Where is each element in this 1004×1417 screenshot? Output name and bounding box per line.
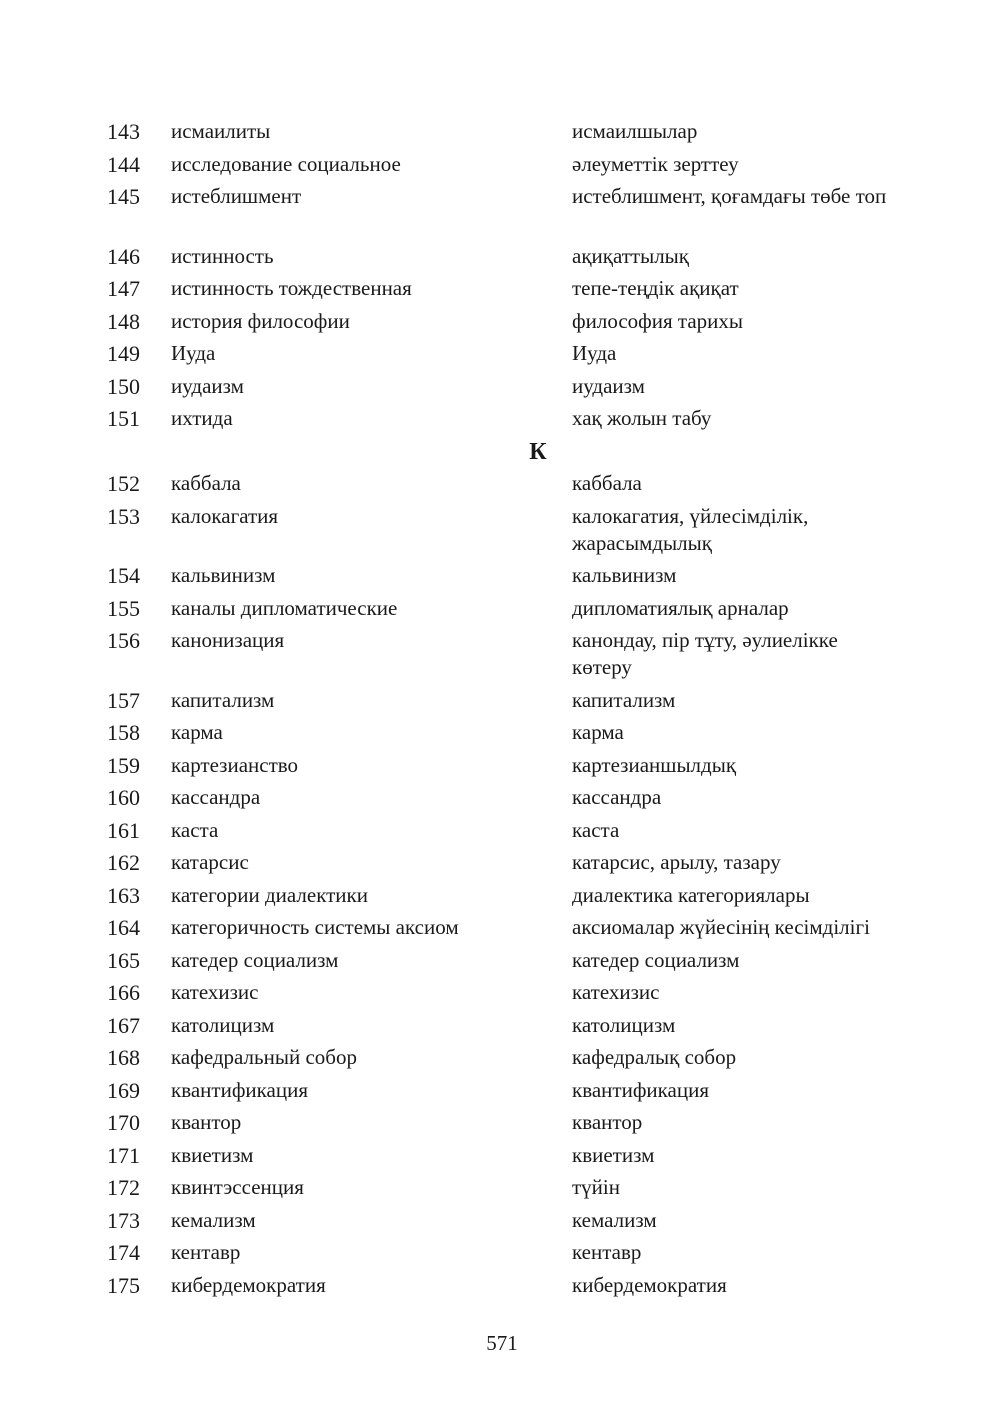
russian-term: истинность (171, 243, 274, 268)
russian-term: католицизм (171, 1012, 275, 1037)
kazakh-translation: хақ жолын табу (572, 406, 712, 430)
glossary-entry (0, 241, 1004, 274)
entry-number: 149 (107, 341, 140, 366)
kazakh-translation: каста (572, 817, 620, 842)
entry-number: 173 (107, 1207, 140, 1233)
russian-term: карма (171, 720, 223, 744)
russian-term: кемализм (171, 1207, 256, 1232)
russian-term: истинность тождественная (171, 276, 412, 300)
entry-number: 167 (107, 1012, 140, 1038)
glossary-entry (0, 593, 1004, 626)
glossary-entry (0, 501, 1004, 561)
glossary-entry (0, 945, 1004, 978)
kazakh-translation: кибердемократия (572, 1272, 727, 1297)
russian-term: катедер социализм (171, 947, 339, 972)
kazakh-translation: диалектика категориялары (572, 882, 810, 907)
entry-number: 174 (107, 1240, 140, 1265)
russian-term: кальвинизм (171, 563, 276, 587)
kazakh-translation: түйін (572, 1175, 620, 1199)
glossary-entry (0, 1010, 1004, 1043)
kazakh-translation: католицизм (572, 1012, 676, 1037)
entry-number: 153 (107, 503, 140, 529)
russian-term: Иуда (171, 341, 216, 365)
glossary-entry (0, 1075, 1004, 1108)
kazakh-translation: катехизис (572, 980, 660, 1004)
glossary-entry (0, 1205, 1004, 1238)
russian-term: кибердемократия (171, 1272, 326, 1297)
kazakh-translation: катедер социализм (572, 947, 740, 972)
kazakh-translation: кальвинизм (572, 563, 677, 587)
glossary-entry (0, 1270, 1004, 1303)
entry-number: 162 (107, 850, 140, 875)
glossary-entry (0, 815, 1004, 848)
russian-term: катехизис (171, 980, 259, 1004)
glossary-entry (0, 685, 1004, 718)
kazakh-translation: квантификация (572, 1077, 710, 1102)
russian-term: категоричность системы аксиом (171, 915, 459, 939)
entry-number: 165 (107, 947, 140, 973)
kazakh-translation: ақиқаттылық (572, 243, 689, 268)
kazakh-translation: карма (572, 720, 624, 744)
entry-number: 168 (107, 1045, 140, 1070)
glossary-entry (0, 306, 1004, 339)
entry-number: 148 (107, 308, 140, 334)
kazakh-translation: кентавр (572, 1240, 642, 1264)
entry-number: 144 (107, 151, 140, 177)
glossary-entry (0, 977, 1004, 1010)
entry-number: 147 (107, 276, 140, 301)
entry-number: 171 (107, 1142, 140, 1168)
russian-term: капитализм (171, 687, 275, 712)
glossary-entry (0, 912, 1004, 945)
kazakh-translation: кемализм (572, 1207, 657, 1232)
entry-number: 159 (107, 752, 140, 778)
russian-term: иудаизм (171, 373, 244, 398)
kazakh-translation: калокагатия, үйлесімділік, жарасымдылық (572, 503, 809, 555)
kazakh-translation: аксиомалар жүйесінің кесімділігі (572, 915, 870, 939)
glossary-entry (0, 1172, 1004, 1205)
russian-term: квинтэссенция (171, 1175, 304, 1199)
russian-term: каста (171, 817, 219, 842)
entry-number: 158 (107, 720, 140, 745)
kazakh-translation: кафедралық собор (572, 1045, 737, 1069)
entry-number: 143 (107, 119, 140, 144)
glossary-entry (0, 149, 1004, 182)
russian-term: кентавр (171, 1240, 241, 1264)
entry-number: 156 (107, 628, 140, 653)
glossary-entry (0, 880, 1004, 913)
glossary-entry (0, 468, 1004, 501)
entry-number: 161 (107, 817, 140, 843)
page-number: 571 (486, 1331, 518, 1355)
kazakh-translation: картезианшылдық (572, 752, 737, 777)
kazakh-translation: квиетизм (572, 1142, 655, 1167)
glossary-entry (0, 403, 1004, 436)
kazakh-translation: канондау, пір тұту, әулиелікке көтеру (572, 628, 838, 679)
russian-term: кафедральный собор (171, 1045, 357, 1069)
russian-term: исмаилиты (171, 119, 271, 143)
russian-term: кассандра (171, 785, 261, 809)
glossary-entry (0, 116, 1004, 149)
kazakh-translation: кассандра (572, 785, 662, 809)
entry-number: 145 (107, 184, 140, 209)
section-letter-heading: К (529, 438, 547, 465)
glossary-entry (0, 717, 1004, 750)
entry-number: 170 (107, 1110, 140, 1135)
entry-number: 150 (107, 373, 140, 399)
glossary-entry (0, 273, 1004, 306)
entry-number: 163 (107, 882, 140, 908)
russian-term: каналы дипломатические (171, 595, 398, 620)
russian-term: картезианство (171, 752, 299, 777)
kazakh-translation: тепе-теңдік ақиқат (572, 276, 739, 300)
russian-term: история философии (171, 308, 350, 333)
russian-term: каббала (171, 471, 241, 495)
entry-number: 152 (107, 471, 140, 496)
glossary-entry (0, 1237, 1004, 1270)
glossary-entry (0, 1107, 1004, 1140)
russian-term: квантификация (171, 1077, 309, 1102)
entry-number: 154 (107, 563, 140, 588)
glossary-entry (0, 782, 1004, 815)
russian-term: категории диалектики (171, 882, 368, 907)
glossary-entry (0, 750, 1004, 783)
russian-term: канонизация (171, 628, 285, 652)
russian-term: квантор (171, 1110, 242, 1134)
entry-number: 169 (107, 1077, 140, 1103)
kazakh-translation: квантор (572, 1110, 643, 1134)
glossary-list (0, 116, 1004, 1302)
kazakh-translation: каббала (572, 471, 642, 495)
entry-number: 151 (107, 406, 140, 431)
entry-number: 172 (107, 1175, 140, 1200)
kazakh-translation: капитализм (572, 687, 676, 712)
glossary-entry (0, 1140, 1004, 1173)
kazakh-translation: иудаизм (572, 373, 645, 398)
russian-term: ихтида (171, 406, 233, 430)
glossary-entry (0, 1042, 1004, 1075)
entry-number: 155 (107, 595, 140, 621)
glossary-entry (0, 338, 1004, 371)
kazakh-translation: Иуда (572, 341, 617, 365)
glossary-entry (0, 560, 1004, 593)
russian-term: квиетизм (171, 1142, 254, 1167)
entry-number: 164 (107, 915, 140, 940)
kazakh-translation: катарсис, арылу, тазару (572, 850, 781, 874)
glossary-entry (0, 181, 1004, 241)
russian-term: калокагатия (171, 503, 279, 528)
kazakh-translation: исмаилшылар (572, 119, 698, 143)
kazakh-translation: дипломатиялық арналар (572, 595, 789, 620)
glossary-entry (0, 847, 1004, 880)
russian-term: истеблишмент (171, 184, 302, 208)
russian-term: катарсис (171, 850, 249, 874)
entry-number: 166 (107, 980, 140, 1005)
glossary-entry (0, 371, 1004, 404)
russian-term: исследование социальное (171, 151, 401, 176)
glossary-entry (0, 625, 1004, 685)
entry-number: 146 (107, 243, 140, 269)
entry-number: 160 (107, 785, 140, 810)
kazakh-translation: истеблишмент, қоғамдағы төбе топ (572, 184, 887, 208)
kazakh-translation: әлеуметтік зерттеу (572, 151, 739, 176)
kazakh-translation: философия тарихы (572, 308, 744, 333)
entry-number: 157 (107, 687, 140, 713)
entry-number: 175 (107, 1272, 140, 1298)
